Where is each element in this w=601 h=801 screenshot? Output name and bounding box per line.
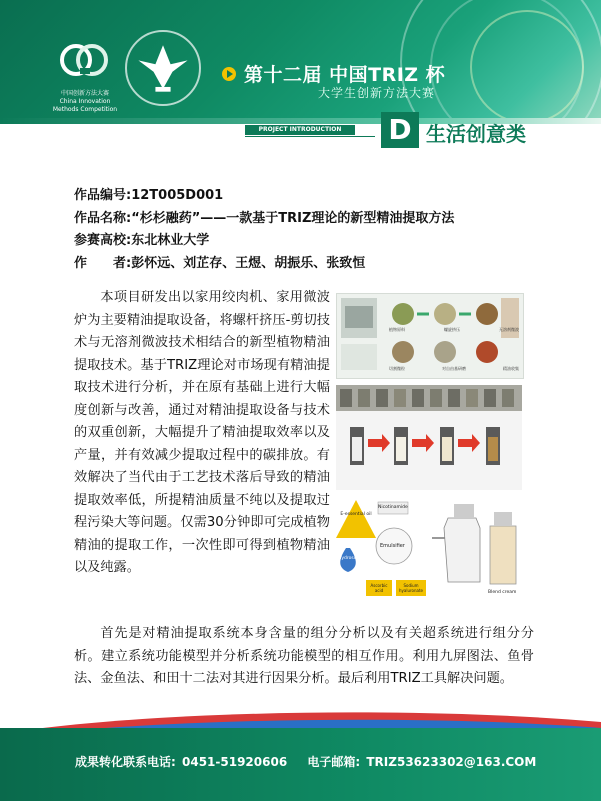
phone-value: 0451-51920606 <box>182 755 288 769</box>
project-authors-value: 彭怀远、刘芷存、王煜、胡振乐、张致恒 <box>131 255 366 271</box>
project-intro-tag: PROJECT INTRODUCTION <box>245 125 355 135</box>
email-label: 电子邮箱: <box>307 755 361 769</box>
project-name-label: 作品名称: <box>74 210 132 226</box>
fig3-label: Nicotinamide <box>378 505 408 510</box>
project-number <box>74 185 544 208</box>
fig1-label: 植物原料 <box>389 327 405 332</box>
divider <box>245 136 375 137</box>
fig1-label: 无溶剂微波 <box>499 327 519 332</box>
fig3-label: Emulsifier <box>380 543 405 549</box>
org-name: 中国创新方法大赛 China Innovation Methods Competition <box>52 90 118 113</box>
fig1-label-row-1 <box>389 327 519 333</box>
fig3-label: Sodium hyaluronate <box>398 583 424 593</box>
extraction-photo-image <box>336 385 522 490</box>
competition-logo-icon <box>60 38 108 82</box>
project-info <box>74 185 544 275</box>
category-letter: D <box>381 112 419 148</box>
fig3-label: Hydrosol <box>338 556 358 561</box>
process-diagram-image <box>336 293 524 379</box>
triz-cup-emblem <box>125 30 201 106</box>
project-school <box>74 230 544 253</box>
description-paragraph-1: 本项目研发出以家用绞肉机、家用微波炉为主要精油提取设备，将螺杆挤压-剪切技术与无溶剂微波技术相结合的新型植物精油提取技术。基于TRIZ理论对市场现有精油提取技术进行分析，并在原有基础上进行大幅度创新与改善，通过对精油提取设备与技术的双重创新，大幅提升了精油提取效率以及产量，并有效减少提取过程中的碳排放。有效解决了当代由于工艺技术落后导致的精油提取效率低，所提精油质量不纯以及提取过程污染大等问题。仅需30分钟即可完成植物精油的提取工作，一次性即可得到植物精油以及纯露。 <box>74 290 330 575</box>
fig3-label: Ascorbic acid <box>370 583 388 593</box>
category-name: 生活创意类 <box>426 122 526 146</box>
formulation-diagram-image <box>336 498 522 610</box>
fig1-label: 对自由基研磨 <box>442 366 466 371</box>
arrow-right-icon <box>412 434 434 452</box>
project-school-label: 参赛高校: <box>74 233 132 248</box>
project-number-value: 12T005D001 <box>131 188 224 203</box>
project-name <box>74 208 544 231</box>
fig1-label-row-2 <box>389 366 519 372</box>
project-name-value: “杉杉融药”——一款基于TRIZ理论的新型精油提取方法 <box>131 210 455 226</box>
fig1-label: 精油收集 <box>503 366 519 371</box>
fig3-label: Blend cream <box>488 590 517 595</box>
fig3-label: E-essential oil <box>340 512 372 517</box>
extraction-photo-graphic <box>336 385 522 490</box>
competition-title-text: 第十二届 中国TRIZ 杯 <box>244 64 446 86</box>
contact-info <box>75 753 538 770</box>
email-value: TRIZ53623302@163.COM <box>366 755 537 769</box>
play-icon <box>222 67 236 81</box>
description-paragraph-2: 首先是对精油提取系统本身含量的组分分析以及有关超系统进行组分分析。建立系统功能模型并分析系统功能模型的相互作用。利用九屏图法、鱼骨法、金鱼法、和田十二法对其进行因果分析。最后利用TRIZ工具解决问题。 <box>74 626 534 686</box>
fig1-label: 切割微粒 <box>389 366 405 371</box>
phone-label: 成果转化联系电话: <box>75 755 176 769</box>
project-school-value: 东北林业大学 <box>131 233 210 248</box>
competition-subtitle: 大学生创新方法大赛 <box>318 86 436 100</box>
trophy-icon <box>127 32 199 104</box>
fig1-label: 螺旋挤压 <box>444 327 460 332</box>
arrow-right-icon <box>368 434 390 452</box>
arrow-right-icon <box>458 434 480 452</box>
project-authors <box>74 253 544 276</box>
competition-title <box>222 60 445 87</box>
project-number-label: 作品编号: <box>74 188 132 203</box>
decorative-swirl <box>470 10 584 124</box>
project-authors-label: 作 者: <box>74 255 132 271</box>
